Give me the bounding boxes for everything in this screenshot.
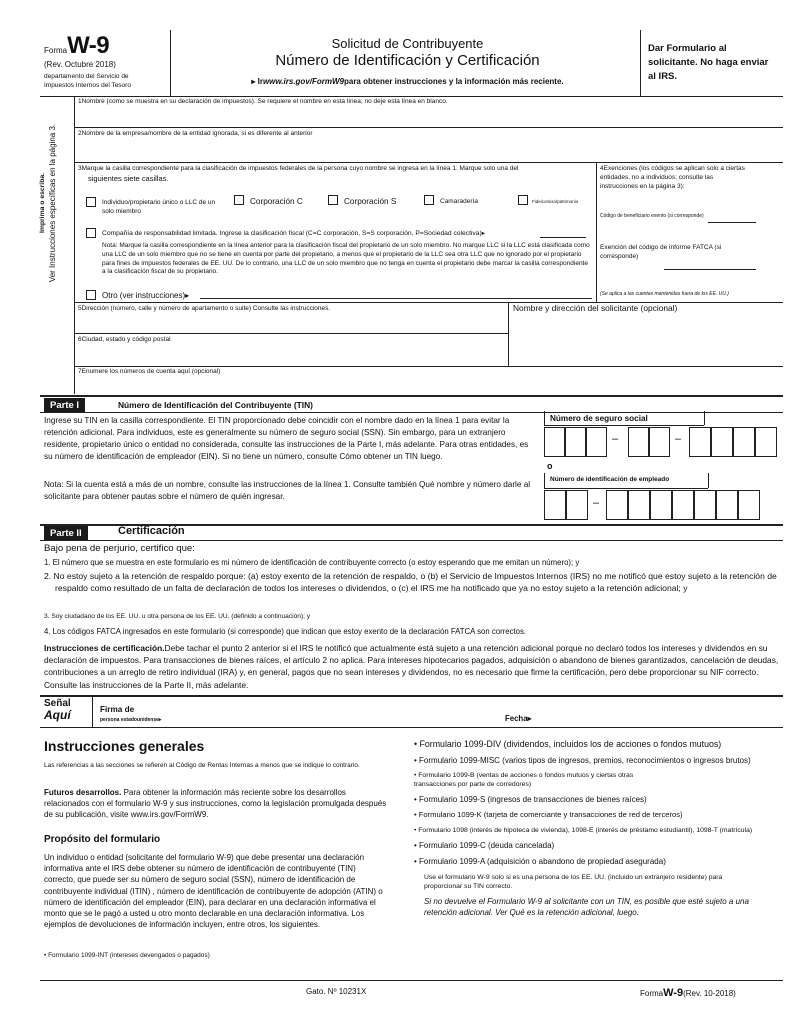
line-3-label: 3Marque la casilla correspondiente para la clasificación de impuestos federales de la persona cuyo nombre se ingresa en la línea 1. Marque solo una del	[78, 165, 519, 172]
checkbox-llc[interactable]	[86, 228, 96, 238]
checkbox-corp-s[interactable]	[328, 195, 338, 205]
ssn-digit[interactable]	[628, 427, 649, 457]
right-bullet: • Formulario 1099-C (deuda cancelada)	[414, 841, 555, 851]
right-bullet: • Formulario 1099-B (ventas de acciones o fondos mutuos y ciertas otras transacciones por parte de corredores)	[414, 771, 634, 789]
give-form-notice: Dar Formulario al solicitante. No haga enviar al IRS.	[648, 43, 769, 82]
line-2-label: 2Nombre de la empresa/nombre de la entidad ignorada, si es diferente al anterior	[78, 130, 313, 137]
part-1-title: Número de Identificación del Contribuyente (TIN)	[118, 400, 313, 410]
irs-link[interactable]: www.irs.gov/FormW9	[262, 77, 344, 86]
future-developments-head: Futuros desarrollos.	[44, 788, 122, 797]
checkbox-individual-label: Individuo/propietario único o LLC de un solo miembro	[102, 199, 216, 215]
fatca-code-input[interactable]	[664, 269, 756, 270]
footer-form-id	[640, 983, 736, 1001]
side-label-line-2: Ver Instrucciones específicas en la página 3.	[48, 123, 58, 283]
certification-item-1: 1. El número que se muestra en este formulario es mi número de identificación de contribuyente correcto (o estoy esperando que me emitan un número); y	[44, 558, 580, 567]
ein-digit[interactable]	[566, 490, 588, 520]
purpose-heading: Propósito del formulario	[44, 834, 161, 845]
purpose-body: Un individuo o entidad (solicitante del formulario W-9) que debe presentar una declaración informativa ante el IRS debe obtener su número de identificación de contribuyente (TIN) correcto, que puede ser su número de seguro social (SSN), número de identificación de contribuyente individual (ITIN) , número de identificación de contribuyente de adopción (ATIN) o número de identificación del empleador (EIN), para declarar en una declaración informativa el monto que se le pagó a usted u otro monto declarable en una declaración informativa. Los ejemplos de devoluciones de información incluyen, entre otros, los siguientes.	[44, 853, 383, 930]
right-bullet: • Formulario 1099-K (tarjeta de comerciante y transacciones de red de terceros)	[414, 810, 683, 820]
or-label: o	[547, 461, 553, 471]
line-5-label: 5Dirección (número, calle y número de apartamento o suite) Consulte las instrucciones.	[78, 305, 331, 312]
certification-instructions	[44, 642, 784, 691]
form-header	[40, 30, 780, 96]
ssn-label: Número de seguro social	[550, 414, 648, 423]
title-line-2: Número de Identificación y Certificación	[275, 52, 540, 69]
right-bullet: • Formulario 1099-MISC (varios tipos de ingresos, premios, reconocimientos o ingresos brutos)	[414, 755, 751, 765]
line-6-label: 6Ciudad, estado y código postal	[78, 336, 171, 343]
future-developments-body: Para obtener la información más reciente sobre los desarrollos relacionados con el formulario W-9 y sus instrucciones, como la legislación promulgada después de su publicación, visite www.irs.gov/FormW9.	[44, 788, 387, 820]
form-title-block	[180, 36, 635, 87]
ssn-digit[interactable]	[755, 427, 777, 457]
requester-label: Nombre y dirección del solicitante (opcional)	[513, 303, 678, 313]
ssn-digit[interactable]	[586, 427, 607, 457]
url-prefix: ▸ Ir	[251, 77, 263, 86]
line-7-input[interactable]	[78, 378, 778, 392]
part-1-body: Ingrese su TIN en la casilla correspondiente. El TIN proporcionado debe coincidir con el nombre dado en la línea 1 para evitar la retención adicional. Para individuos, este es generalmente su número de seguro social (SSN). Sin embargo, para un extranjero residente, propietario único o entidad no considerada, consulte las instrucciones de la Parte I, más adelante. Para otras entidades, es su número de identificación de empleador (EIN). Si no tiene un número, consulte Cómo obtener un TIN luego.	[44, 416, 529, 461]
ssn-digit[interactable]	[565, 427, 586, 457]
sign-here-label	[44, 698, 71, 722]
part-1-note: Nota: Si la cuenta está a más de un nombre, consulte las instrucciones de la línea 1. Consulte también Qué nombre y número darle al solicitante para obtener pautas sobre el número de quién ingresar.	[44, 480, 531, 501]
signature-input[interactable]	[160, 700, 490, 726]
ssn-dash: –	[612, 433, 619, 445]
future-developments	[44, 787, 389, 821]
ein-digit[interactable]	[544, 490, 566, 520]
footer-form-number: W-9	[663, 987, 684, 999]
ein-digit[interactable]	[628, 490, 650, 520]
ein-digit[interactable]	[672, 490, 694, 520]
catalog-number: Gato. Nº 10231X	[306, 987, 367, 996]
certification-intro: Bajo pena de perjurio, certifico que:	[44, 543, 195, 554]
ein-box	[544, 473, 784, 523]
right-bullet: • Formulario 1099-DIV (dividendos, incluidos los de acciones o fondos mutuos)	[414, 739, 722, 749]
checkbox-corp-c-label: Corporación C	[250, 197, 303, 206]
other-input[interactable]	[200, 298, 592, 299]
ein-digit[interactable]	[716, 490, 738, 520]
line-7-label: 7Enumere los números de cuenta aquí (opcional)	[78, 368, 221, 375]
line-3-label-cont: siguientes siete casillas.	[88, 174, 169, 183]
checkbox-partnership[interactable]	[424, 195, 434, 205]
title-line-1: Solicitud de Contribuyente	[331, 36, 484, 51]
checkbox-individual[interactable]	[86, 197, 96, 207]
certification-item-4: 4. Los códigos FATCA ingresados en este formulario (si corresponde) que indican que estoy exento de la declaración FATCA son correctos.	[44, 627, 527, 636]
right-column	[414, 738, 754, 918]
ein-dash: –	[593, 497, 600, 509]
part-2-title: Certificación	[118, 525, 185, 537]
line-4-label: 4Exenciones (los códigos se aplican solo a ciertas entidades, no a individuos; consulte las instrucciones en la página 3):	[600, 165, 745, 190]
forma-label: Forma	[44, 46, 68, 55]
sign-label-top: Señal	[44, 698, 71, 709]
ssn-digit[interactable]	[544, 427, 565, 457]
certification-instructions-head: Instrucciones de certificación.	[44, 643, 165, 653]
ein-digit[interactable]	[606, 490, 628, 520]
part-2-tag: Parte II	[44, 526, 88, 541]
checkbox-corp-c[interactable]	[234, 195, 244, 205]
date-input[interactable]	[540, 704, 780, 726]
ssn-digit[interactable]	[733, 427, 755, 457]
right-bullet: • Formulario 1099-S (ingresos de transacciones de bienes raíces)	[414, 795, 647, 805]
line-5-input[interactable]	[78, 314, 506, 331]
fatca-code-label: Exención del código de informe FATCA (si corresponde)	[600, 244, 722, 260]
certification-item-3: 3. Soy ciudadano de los EE. UU. u otra persona de los EE. UU. (definido a continuación); y	[44, 613, 311, 620]
left-bullet: • Formulario 1099-INT (intereses devengados o pagados)	[44, 952, 210, 959]
use-w9-note: Use el formulario W-9 solo si es una persona de los EE. UU. (incluido un extranjero residente) para proporcionar su TIN correcto.	[424, 873, 723, 890]
exempt-payee-label: Código de beneficiario exento (si corresponde)	[600, 213, 704, 219]
exempt-payee-input[interactable]	[708, 222, 756, 223]
ein-digit[interactable]	[738, 490, 760, 520]
ssn-digit[interactable]	[689, 427, 711, 457]
certification-item-2: 2. No estoy sujeto a la retención de respaldo porque: (a) estoy exento de la retención de respaldo, o (b) el Servicio de Impuestos Internos (IRS) no me notificó que estoy sujeto a la retención de respaldo como resultado de un falta de declaración de todos los intereses o dividendos, o (c) el IRS me ha notificado que ya no estoy sujeto a la retención adicional; y	[44, 571, 777, 594]
department-text: departamento del Servicio de Impuestos Internos del Tesoro	[44, 73, 131, 89]
part-1-tag: Parte I	[44, 398, 85, 413]
checkbox-other-label: Otro (ver instrucciones)▸	[102, 291, 190, 300]
sign-label-bottom: Aquí	[44, 708, 71, 722]
checkbox-corp-s-label: Corporación S	[344, 197, 397, 206]
checkbox-trust-label: Fideicomiso/patrimonio	[532, 199, 579, 204]
instructions-url-line	[180, 76, 635, 87]
line-1-label: 1Nombre (como se muestra en su declaración de impuestos). Se requiere el nombre en esta línea; no deje esta línea en blanco.	[78, 98, 448, 105]
llc-note: Nota: Marque la casilla correspondiente en la línea anterior para la clasificación fiscal del propietario de un solo miembro. No marque LLC si la LLC está clasificada como una LLC de un solo miembro que no se tiene en cuenta por parte del propietario, a menos que el propietario de la LLC sea otra LLC que no ignorado por el propietario para fines de impuestos federales de EE. UU. De lo contrario, una LLC de un solo miembro que no tenga en cuenta el propietario debe marcar la casilla correspondiente a la clasificación fiscal de su propietario.	[102, 242, 590, 276]
us-person-label: persona estadounidense▸	[100, 717, 162, 723]
references-text: Las referencias a las secciones se refieren al Código de Rentas Internas a menos que se indique lo contrario.	[44, 762, 360, 769]
revision-text: (Rev. Octubre 2018)	[44, 60, 116, 69]
side-label-line-1: Imprima o escriba.	[39, 172, 46, 234]
ssn-digit[interactable]	[649, 427, 670, 457]
ein-digit[interactable]	[650, 490, 672, 520]
line-2-input[interactable]	[78, 140, 778, 160]
llc-classification-input[interactable]	[540, 237, 586, 238]
right-bullet: • Formulario 1098 (interés de hipoteca de vivienda), 1098-E (interés de préstamo estudiantil), 1098-T (matrícula)	[414, 827, 753, 835]
right-bullet: • Formulario 1099-A (adquisición o abandono de propiedad asegurada)	[414, 857, 666, 867]
side-label	[38, 78, 78, 328]
checkbox-llc-label: Compañía de responsabilidad limitada. Ingrese la clasificación fiscal (C=C corporación, S=S corporación, P=Sociedad colectiva)▸	[102, 230, 486, 237]
ssn-digit[interactable]	[711, 427, 733, 457]
url-suffix: para obtener instrucciones y la información más reciente.	[343, 77, 564, 86]
signature-label: Firma de	[100, 705, 135, 714]
ein-digit[interactable]	[694, 490, 716, 520]
requester-input[interactable]	[513, 316, 779, 364]
fatca-note: (Se aplica a las cuentas mantenidas fuera de los EE. UU.)	[600, 291, 729, 297]
date-label: Fecha▸	[505, 714, 532, 723]
line-6-input[interactable]	[78, 346, 506, 364]
line-1-input[interactable]	[78, 108, 778, 126]
checkbox-partnership-label: Camaradería	[440, 198, 478, 205]
form-number: W-9	[67, 32, 110, 59]
ssn-dash: –	[675, 433, 682, 445]
footer-forma: Forma	[640, 989, 664, 998]
checkbox-other[interactable]	[86, 290, 96, 300]
footer-revision: (Rev. 10-2018)	[683, 989, 736, 998]
ssn-box	[544, 411, 784, 461]
general-instructions-heading: Instrucciones generales	[44, 738, 205, 754]
no-return-note: Si no devuelve el Formulario W-9 al solicitante con un TIN, es posible que esté sujeto a una retención adicional. Ver Qué es la retención adicional, luego.	[424, 896, 749, 918]
checkbox-trust[interactable]	[518, 195, 528, 205]
certification-instructions-body: Debe tachar el punto 2 anterior si el IRS le notificó que actualmente está sujeto a una retención adicional porque no declaró todos los intereses y dividendos en su declaración de impuestos. Para transacciones de bienes raíces, el artículo 2 no aplica. Para intereses hipotecarios pagados, adquisición o abandono de bienes garantizados, cancelación de deudas, contribuciones a un arreglo de retiro individual (IRA) y, en general, pagos que no sean intereses y dividendos, no es necesario que firme la certificación, pero debe proporcionar su NIF correcto. Consulte las instrucciones de la Parte II, más adelante.	[44, 643, 779, 690]
ein-label: Número de identificación de empleado	[550, 476, 670, 483]
